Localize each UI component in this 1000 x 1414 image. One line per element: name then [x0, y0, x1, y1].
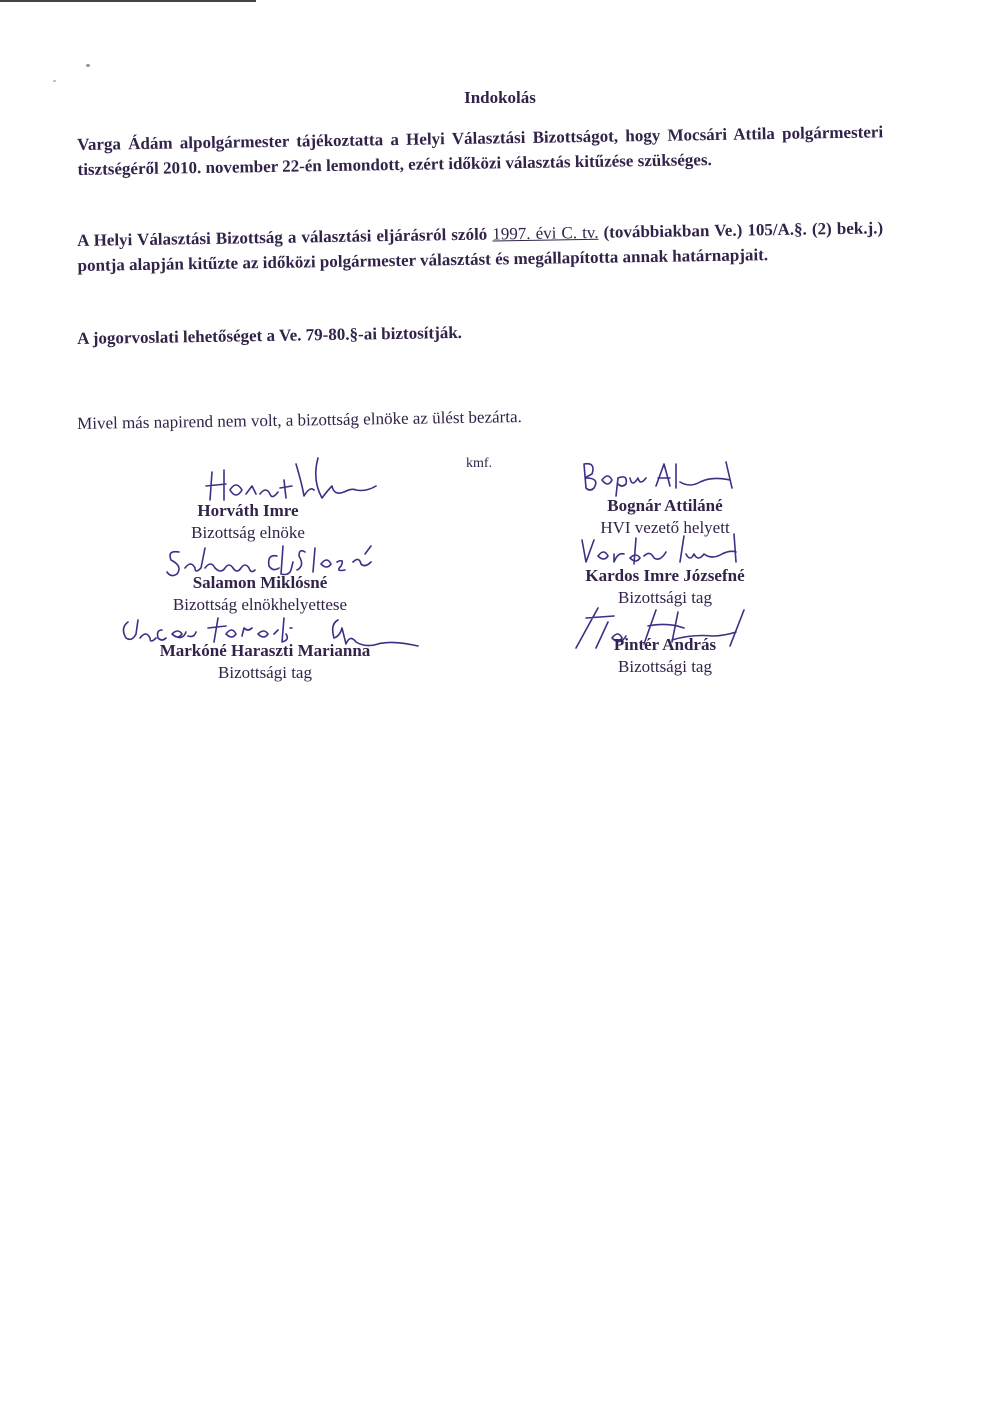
signatory-role: Bizottsági tag — [618, 657, 712, 676]
signature-bognar — [580, 456, 740, 496]
document-heading: Indokolás — [464, 88, 536, 107]
signatory-salamon — [140, 572, 380, 616]
signatory-role: Bizottsági tag — [218, 663, 312, 682]
signatory-name: Salamon Miklósné — [192, 573, 328, 592]
kmf-mark: kmf. — [466, 456, 493, 471]
legal-basis-text-end: (továbbiakban Ve.) 105/A.§. (2) bek.j.) pontja alapján kitűzte az időközi polgármester választást és megállapította annak határnapjait. — [77, 218, 884, 275]
paragraph-notice: Varga Ádám alpolgármester tájékoztatta a Helyi Választási Bizottságot, hogy Mocsári Attila polgármesteri tisztségéről 2010. november 22-én lemondott, ezért időközi választás kitűzése szükséges. — [77, 122, 884, 179]
scan-speck — [53, 80, 56, 82]
signatory-pinter — [540, 634, 790, 678]
signatory-name: Horváth Imre — [197, 501, 299, 520]
signatory-role: Bizottsági tag — [618, 588, 712, 607]
signatory-markone — [125, 640, 405, 684]
signatory-role: Bizottság elnökhelyettese — [172, 595, 348, 614]
scan-speck — [86, 64, 90, 67]
signatory-name: Markóné Haraszti Marianna — [159, 641, 371, 660]
paragraph-remedy: A jogorvoslati lehetőséget a Ve. 79-80.§-ai biztosítják. — [77, 322, 463, 348]
paragraph-legal-basis — [77, 215, 884, 278]
signatory-role: HVI vezető helyett — [600, 518, 730, 537]
signatory-name: Bognár Attiláné — [607, 496, 723, 515]
closing-statement: Mivel más napirend nem volt, a bizottság elnöke az ülést bezárta. — [77, 407, 522, 433]
top-scan-rule — [0, 0, 256, 2]
signatory-kardos — [530, 565, 800, 609]
signatory-role: Bizottság elnöke — [191, 523, 305, 542]
law-reference: 1997. évi C. tv. — [492, 222, 599, 244]
signatory-bognar — [540, 495, 790, 539]
signatory-name: Kardos Imre Józsefné — [585, 566, 745, 585]
legal-basis-text-start: A Helyi Választási Bizottság a választási eljárásról szóló — [77, 224, 493, 250]
signatory-name: Pintér András — [613, 635, 717, 654]
signatory-horvath — [148, 500, 348, 544]
